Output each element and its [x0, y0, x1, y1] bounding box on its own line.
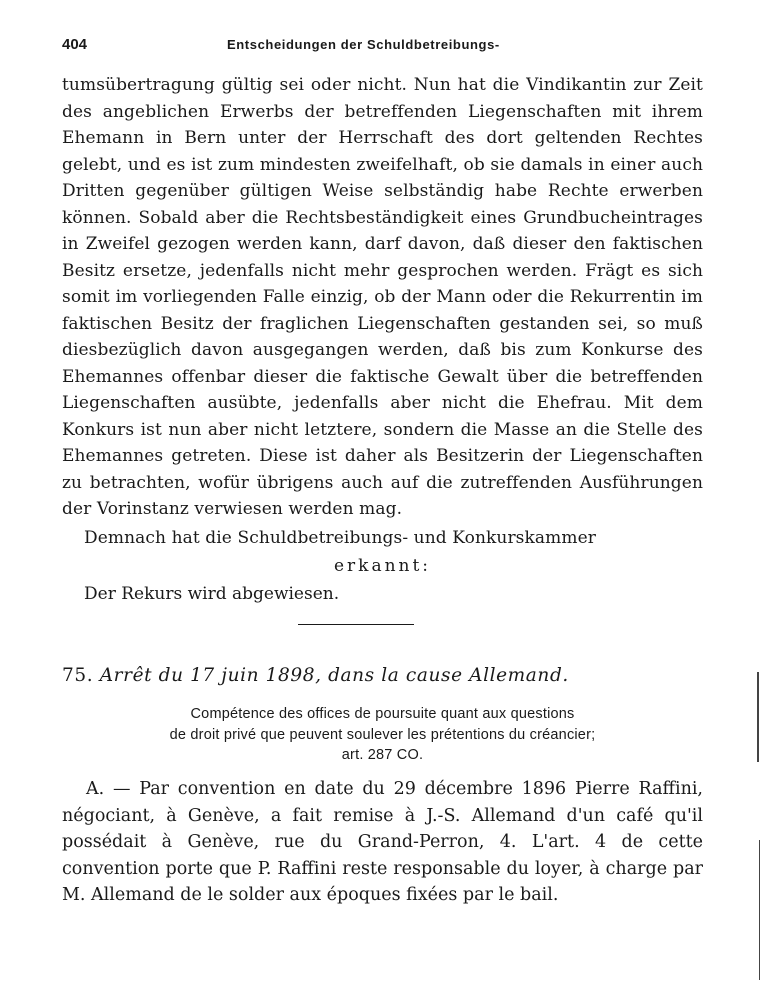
page-header	[62, 36, 702, 58]
summary-line-2: de droit privé que peuvent soulever les prétentions du créancier;	[169, 726, 596, 743]
french-text-block	[62, 776, 703, 909]
summary-line-1: Compétence des offices de poursuite quant aux questions	[190, 706, 575, 722]
french-paragraph-1: A. — Par convention en date du 29 décembre 1896 Pierre Raffini, négociant, à Genève, a fait remise à J.-S. Allemand d'un café qu'il possédait à Genève, rue du Grand-Perron, 4. L'art. 4 de cette convention porte que P. Raffini reste responsable du loyer, à charge par M. Allemand de le solder aux époques fixées par le bail.	[62, 779, 703, 905]
arret-heading	[62, 665, 703, 686]
german-text-block	[62, 72, 703, 607]
arret-number: 75.	[62, 665, 94, 686]
section-divider	[298, 624, 414, 625]
german-paragraph-1: tumsübertragung gültig sei oder nicht. Nun hat die Vindikantin zur Zeit des angeblichen Erwerbs der betreffenden Liegenschaften mit ihrem Ehemann in Bern unter der Herrschaft des dort geltenden Rechtes gelebt, und es ist zum mindesten zweifelhaft, ob sie damals in einer auch Dritten gegenüber gültigen Weise selbständig habe Rechte erwerben können. Sobald aber die Rechtsbeständigkeit eines Grundbucheintrages in Zweifel gezogen werden kann, darf davon, daß dieser den faktischen Besitz ersetze, jedenfalls nicht mehr gesprochen werden. Frägt es sich somit im vorliegenden Falle einzig, ob der Mann oder die Rekurrentin im faktischen Besitz der fraglichen Liegenschaften gestanden sei, so muß diesbezüglich davon ausgegangen werden, daß bis zum Konkurse des Ehemannes offenbar dieser die faktische Gewalt über die betreffenden Liegenschaften ausübte, jedenfalls aber nicht die Ehefrau. Mit dem Konkurs ist nun aber nicht letztere, sondern die Masse an die Stelle des Ehemannes getreten. Diese ist daher als Besitzerin der Liegenschaften zu betrachten, wofür übrigens auch auf die zutreffenden Ausführungen der Vorinstanz verwiesen werden mag.	[62, 75, 703, 519]
verdict-text: Der Rekurs wird abgewiesen.	[84, 584, 340, 604]
scan-edge-mark	[757, 672, 759, 762]
running-title: Entscheidungen der Schuldbetreibungs-	[227, 37, 500, 52]
summary-line-3: art. 287 CO.	[341, 747, 424, 763]
page-number: 404	[62, 36, 88, 53]
case-summary	[62, 704, 703, 766]
german-paragraph-2: Demnach hat die Schuldbetreibungs- und Konkurskammer	[84, 527, 596, 548]
erkannt-heading: erkannt:	[333, 556, 432, 576]
scan-edge-mark	[759, 840, 760, 980]
arret-title-text: Arrêt du 17 juin 1898, dans la cause Allemand.	[99, 665, 569, 686]
